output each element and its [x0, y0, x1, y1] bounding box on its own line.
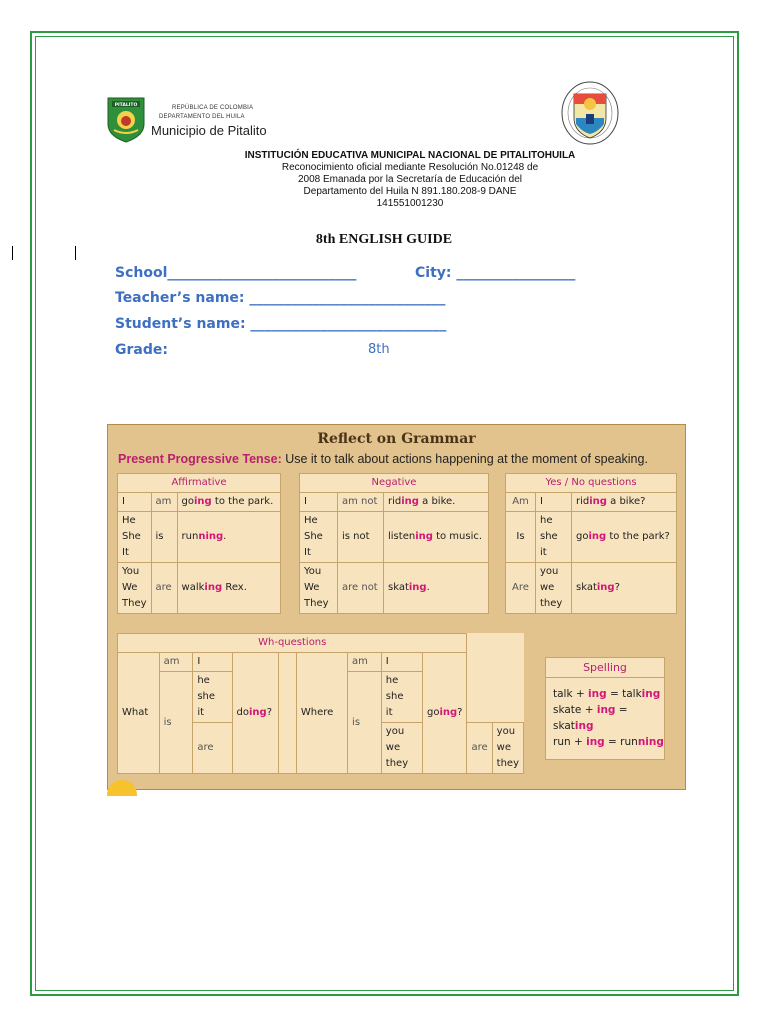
institution-name: INSTITUCIÓN EDUCATIVA MUNICIPAL NACIONAL DE PITALITOHUILA — [244, 150, 576, 161]
spelling-line: run + ing = running — [553, 736, 664, 748]
table-cell: going to the park. — [177, 493, 280, 512]
table-gap — [279, 653, 297, 774]
table-cell: am — [348, 653, 382, 672]
table-cell: I — [300, 493, 338, 512]
table-cell: are not — [338, 563, 384, 614]
tense-description — [118, 452, 648, 466]
table-cell: Is — [506, 512, 536, 563]
table-cell: I — [193, 653, 232, 672]
grade-label: Grade: — [115, 342, 168, 358]
student-name-field: Student’s name: ____________________________ — [115, 316, 447, 332]
wh-questions-table — [117, 633, 524, 774]
guide-title: 8th ENGLISH GUIDE — [315, 232, 453, 247]
city-field: City: _________________ — [415, 265, 576, 281]
table-cell: are — [151, 563, 177, 614]
table-cell: I — [536, 493, 572, 512]
table-cell: I — [381, 653, 422, 672]
affirmative-header: Affirmative — [118, 474, 281, 493]
table-cell: walking Rex. — [177, 563, 280, 614]
negative-table — [299, 473, 489, 614]
institution-line: Reconocimiento oficial mediante Resolución No.01248 de — [281, 162, 539, 173]
table-cell: You We They — [300, 563, 338, 614]
spelling-line: talk + ing = talking — [553, 688, 661, 700]
table-cell: you we they — [536, 563, 572, 614]
table-cell: riding a bike? — [572, 493, 677, 512]
sun-decoration-icon — [107, 780, 137, 796]
institution-info — [200, 150, 620, 210]
table-cell: I — [118, 493, 152, 512]
school-field: School___________________________ — [115, 265, 357, 281]
text-cursor-mark — [12, 246, 13, 260]
table-cell: am — [159, 653, 193, 672]
table-cell: is — [159, 672, 193, 774]
table-cell: Are — [506, 563, 536, 614]
table-cell: is — [151, 512, 177, 563]
tense-label: Present Progressive Tense: — [118, 452, 282, 466]
institution-line: 2008 Emanada por la Secretaría de Educación del — [297, 174, 523, 185]
spelling-title: Spelling — [546, 658, 664, 678]
table-cell: He She It — [300, 512, 338, 563]
text-cursor-mark — [75, 246, 76, 260]
table-cell: he she it — [193, 672, 232, 723]
yes-no-table — [505, 473, 677, 614]
table-cell: riding a bike. — [384, 493, 489, 512]
table-cell: am — [151, 493, 177, 512]
table-cell: is not — [338, 512, 384, 563]
yes-no-header: Yes / No questions — [506, 474, 677, 493]
school-crest-icon — [560, 80, 620, 146]
table-cell: are — [193, 723, 232, 774]
wh-header: Wh-questions — [118, 634, 467, 653]
municipality-logo — [106, 96, 306, 146]
affirmative-table — [117, 473, 281, 614]
wh-word-cell: What — [118, 653, 160, 774]
table-cell: am not — [338, 493, 384, 512]
institution-line: Departamento del Huila N 891.180.208-9 DANE — [303, 186, 517, 197]
institution-line: 141551001230 — [376, 198, 444, 209]
table-cell: is — [348, 672, 382, 774]
table-cell: You We They — [118, 563, 152, 614]
department-label: DEPARTAMENTO DEL HUILA — [159, 114, 245, 120]
wh-word-cell: Where — [296, 653, 347, 774]
grammar-title: Reflect on Grammar — [317, 431, 476, 447]
table-cell: you we they — [492, 723, 523, 774]
table-cell: Am — [506, 493, 536, 512]
table-cell: going? — [422, 653, 467, 774]
table-cell: going to the park? — [572, 512, 677, 563]
table-cell: you we they — [381, 723, 422, 774]
municipality-name: Municipio de Pitalito — [151, 123, 267, 138]
spelling-line: skate + ing = skating — [553, 704, 628, 732]
negative-header: Negative — [300, 474, 489, 493]
republic-label: REPÚBLICA DE COLOMBIA — [172, 105, 254, 111]
grade-value: 8th — [368, 342, 390, 357]
tense-text: Use it to talk about actions happening at the moment of speaking. — [281, 452, 648, 466]
table-cell: are — [467, 723, 492, 774]
table-cell: he she it — [381, 672, 422, 723]
table-cell: running. — [177, 512, 280, 563]
spelling-box — [545, 657, 665, 760]
shield-label: PITALITO — [114, 103, 138, 108]
table-cell: He She It — [118, 512, 152, 563]
pitalito-shield-icon — [106, 96, 146, 144]
table-cell: skating. — [384, 563, 489, 614]
table-cell: he she it — [536, 512, 572, 563]
table-cell: doing? — [232, 653, 279, 774]
teacher-name-field: Teacher’s name: ____________________________ — [115, 290, 446, 306]
table-cell: skating? — [572, 563, 677, 614]
table-cell: listening to music. — [384, 512, 489, 563]
